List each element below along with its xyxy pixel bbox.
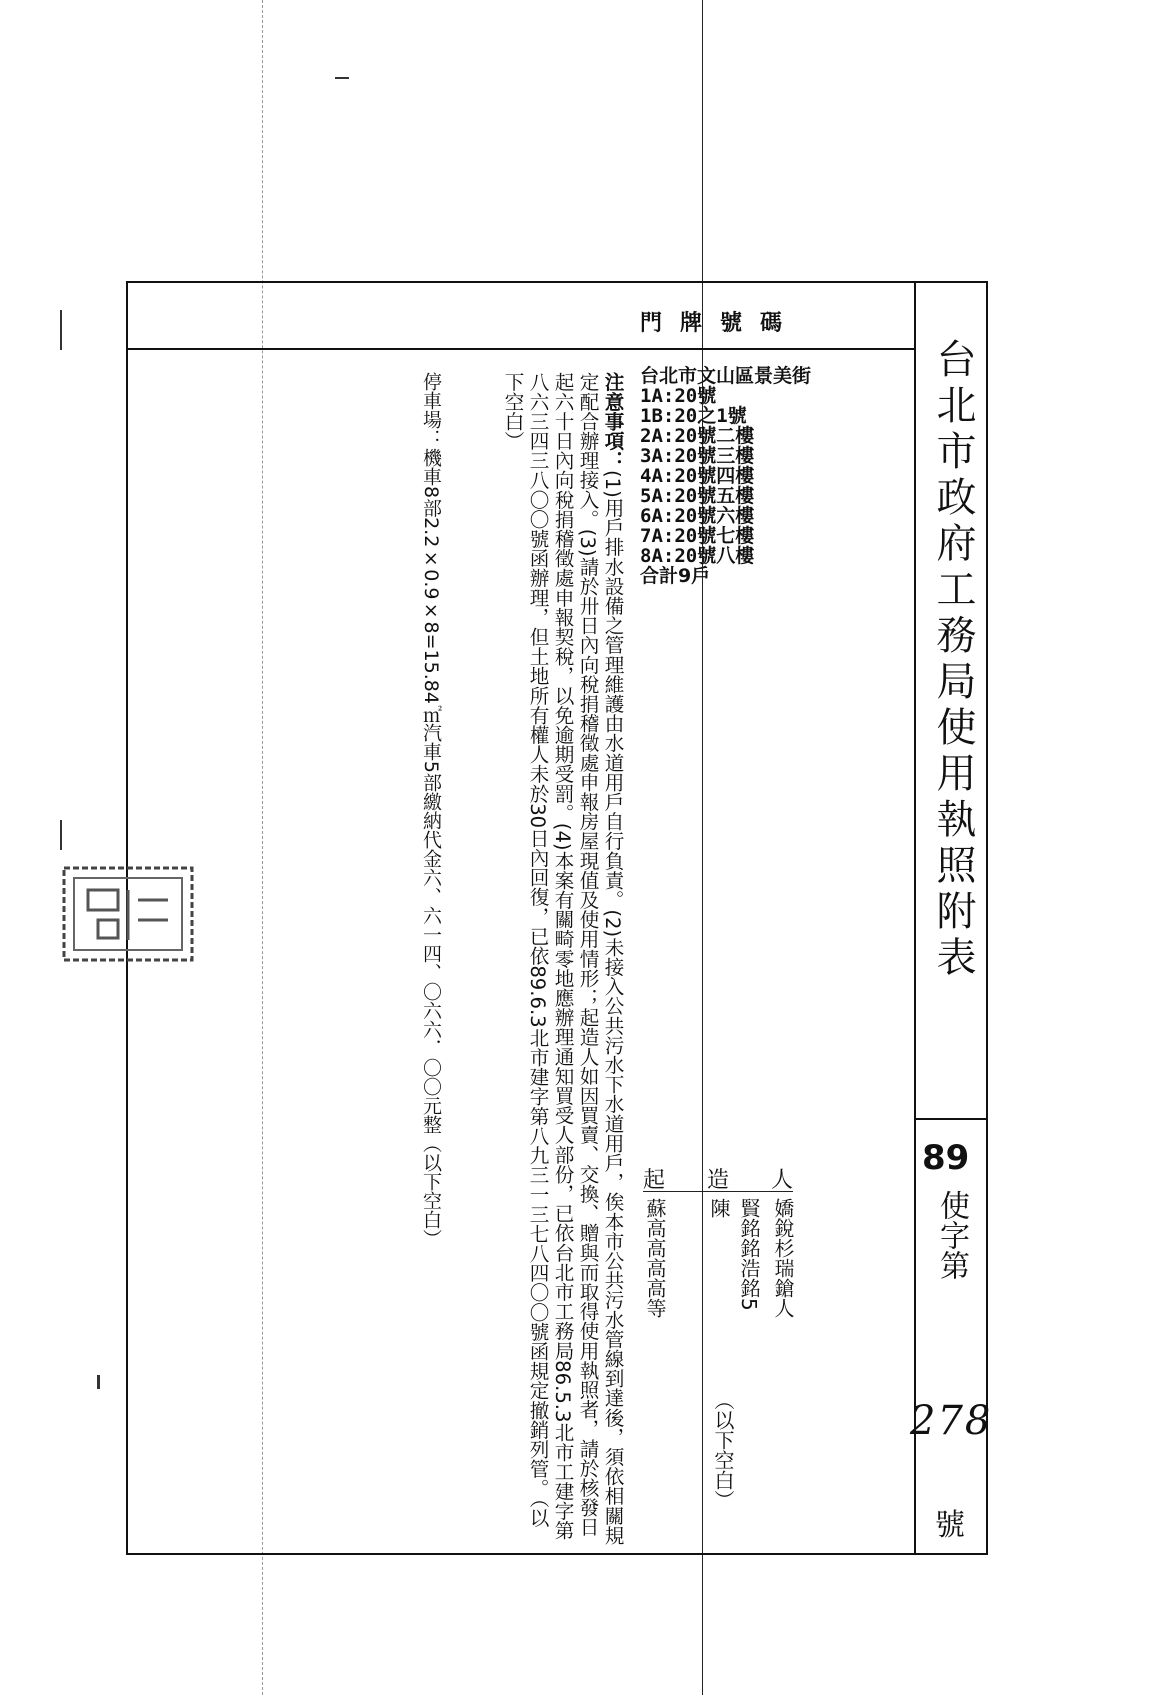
builder-name-column: 賢銘銘浩銘5 (737, 1198, 761, 1311)
document-title: 台北市政府工務局使用執照附表 (930, 338, 976, 982)
address-unit: 2A:20號二樓 (640, 425, 755, 447)
address-unit: 7A:20號七樓 (640, 525, 755, 547)
builders-header-char: 人 (770, 1168, 793, 1193)
notes-section (500, 372, 625, 1547)
address-block (640, 366, 811, 586)
builders-header (643, 1163, 793, 1194)
seal-icon (58, 860, 198, 970)
permit-year: 89 (922, 1138, 970, 1178)
scan-speck (335, 77, 349, 79)
address-unit: 1B:20之1號 (640, 405, 747, 427)
permit-number: 278 (910, 1398, 993, 1444)
builders-header-char: 造 (706, 1168, 729, 1193)
builders-header-char: 起 (643, 1168, 666, 1193)
address-unit: 8A:20號八樓 (640, 545, 755, 567)
house-number-header: 門牌號碼 (640, 311, 801, 336)
notes-body: (1)用戶排水設備之管理維護由水道用戶自行負責。(2)未接入公共污水下水道用戶，俟本市公共污水管線到達後，須依相關規定配合辦理接入。(3)請於卅日內向稅捐稽徵處申報房屋現值及使用情形；起造人如因買賣、交換、贈與而取得使用執照者，請於核發日起六十日內向稅捐稽徵處申報契稅，以免逾期受罰。(4)本案有關畸零地應辦理通知買受人部份，已依台北市工務局86.5.3北市工建字第八六三四三八〇〇號函辦理，但土地所有權人未於30日內回復，已依89.6.3北市建字第八九三一三七八四〇〇號函規定撤銷列管。（以下空白） (501, 372, 624, 1545)
address-street: 台北市文山區景美街 (640, 365, 812, 387)
address-unit: 4A:20號四樓 (640, 465, 755, 487)
scan-speck (97, 1375, 100, 1389)
builder-name-column: 蘇高高高高等 (643, 1198, 667, 1318)
scan-speck (60, 820, 62, 850)
permit-suffix: 號 (935, 1508, 965, 1543)
parking-note: 停車場：機車8部2.2×0.9×8=15.84㎡汽車5部繳納代金六、六一四、〇六六．〇〇元整（以下空白） (420, 372, 442, 1249)
builders-rule (643, 1191, 793, 1192)
title-column-divider (914, 281, 916, 1555)
address-total: 合計9戶 (640, 565, 711, 587)
notes-heading: 注意事項： (601, 372, 624, 470)
builder-name-column: 陳 (707, 1198, 731, 1218)
scan-speck (60, 310, 62, 350)
official-seal-stamp (58, 860, 198, 974)
address-unit: 5A:20號五樓 (640, 485, 755, 507)
builder-name-column: 嬌銳杉瑞鎗人 (771, 1198, 795, 1318)
builders-blank-note: （以下空白） (711, 1390, 735, 1510)
address-unit: 3A:20號三樓 (640, 445, 755, 467)
title-permit-separator (914, 1118, 988, 1120)
address-unit: 1A:20號 (640, 385, 717, 407)
address-unit: 6A:20號六樓 (640, 505, 755, 527)
permit-type: 使字第 (934, 1190, 969, 1280)
